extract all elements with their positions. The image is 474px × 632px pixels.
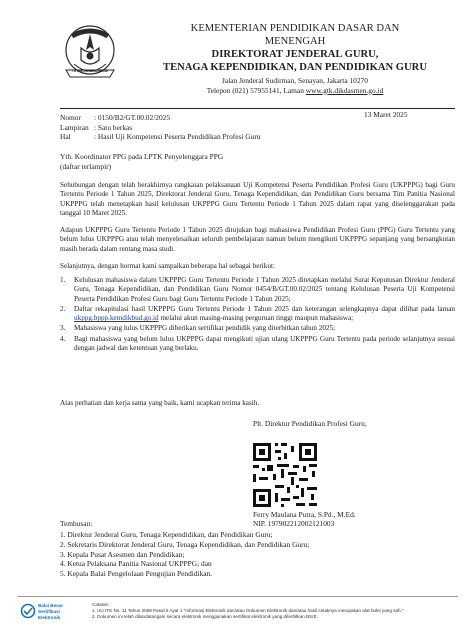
cc-item: 2. Sekretaris Direktorat Jenderal Guru, Tenaga Kependidikan, dan Pendidikan Guru; xyxy=(60,539,310,549)
list-item xyxy=(60,305,455,324)
ministry-logo xyxy=(60,20,120,82)
cc-item: 5. Kepala Balai Pengelolaan Pengujian Pendidikan. xyxy=(60,569,213,579)
list-item xyxy=(60,324,455,333)
bsre-logo-text: Balai Besar Sertifikasi Elektronik xyxy=(38,603,64,620)
closing-sentence: Atas perhatian dan kerja sama yang baik, kami ucapkan terima kasih. xyxy=(60,399,260,407)
list-num: 3. xyxy=(60,324,66,333)
list-item xyxy=(60,335,455,354)
list-num: 2. xyxy=(60,304,66,313)
ministry-name-line1: KEMENTERIAN PENDIDIKAN DASAR DAN xyxy=(190,23,400,34)
footer-note-2: 2. Dokumen ini telah ditandatangani secara elektronik menggunakan sertifikat elektronik yang diterbitkan BSrE. xyxy=(92,614,318,619)
recipient-line2: (daftar terlampir) xyxy=(60,161,112,171)
nomor-label: Nomor xyxy=(60,113,81,122)
cc-item: 3. Kepala Pusat Asesmen dan Pendidikan; xyxy=(60,549,185,559)
website-link[interactable]: www.gtk.dikdasmen.go.id xyxy=(305,85,384,95)
ministry-name-line2: MENENGAH xyxy=(264,36,326,47)
signature-title: Plt. Direktur Pendidikan Profesi Guru, xyxy=(253,419,367,428)
cc-list xyxy=(60,530,450,579)
ukppg-link[interactable]: ukppg.bppp.kemdikbud.go.id xyxy=(74,314,159,323)
numbered-list xyxy=(60,276,455,353)
phone-text: Telepon (021) 57955141, Laman xyxy=(206,85,306,95)
footer-note-1: 1. UU ITE No. 11 Tahun 2008 Pasal 5 Ayat 1 "Informasi Elektronik dan/atau Dokumen Elektronik dan/atau hasil cetaknya merupakan alat bukti yang sah." xyxy=(92,608,404,613)
hal-value: : Hasil Uji Kompetensi Peserta Pendidikan Profesi Guru xyxy=(94,132,261,142)
qr-code-icon xyxy=(251,441,319,509)
list-num: 4. xyxy=(60,334,66,343)
directorate-line2: TENAGA KEPENDIDIKAN, DAN PENDIDIKAN GURU xyxy=(163,62,427,73)
lampiran-label: Lampiran xyxy=(60,122,89,132)
signatory-nip: NIP. 197902212002121003 xyxy=(253,519,335,528)
lampiran-value: : Satu berkas xyxy=(94,122,133,132)
list-text: Bagi mahasiswa yang belum lulus UKPPPG dapat mengikuti ujian ulang UKPPPG Guru Tertentu pada periode selanjutnya sesuai dengan jadwal dan ketentuan yang berlaku. xyxy=(74,334,455,353)
bsre-logo xyxy=(20,600,80,626)
list-text xyxy=(74,305,455,324)
paragraph-2: Adapun UKPPPG Guru Tertentu Periode 1 Tahun 2025 ditujukan bagi mahasiswa Pendidikan Profesi Guru (PPG) Guru Tertentu yang belum lulus UKPPPG atau telah menyelesaikan seluruh pembelajaran namun belum mengikuti UKPPPG sepanjang yang bersangkutan masih berada dalam rentang masa studi. xyxy=(60,226,455,253)
list-num: 1. xyxy=(60,276,66,284)
footer-divider xyxy=(18,596,458,597)
logo-ribbon-text: TUT WURI HANDAYANI xyxy=(71,69,109,73)
footer-note-heading: Catatan : xyxy=(92,602,111,607)
signatory-name: Ferry Maulana Putra, S.Pd., M.Ed. xyxy=(253,510,356,519)
recipient-line1: Yth. Koordinator PPG pada LPTK Penyelenggara PPG xyxy=(60,152,224,161)
directorate-line1: DIREKTORAT JENDERAL GURU, xyxy=(211,49,379,60)
list-text: Mahasiswa yang lulus UKPPPG diberikan sertifikat pendidik yang diterbitkan tahun 2025; xyxy=(74,324,336,333)
letterhead xyxy=(130,22,460,95)
letter-meta xyxy=(60,113,260,142)
bsre-logo-icon xyxy=(20,603,36,619)
nomor-value: : 0150/B2/GT.00.02/2025 xyxy=(94,113,171,122)
cc-item: 4. Ketua Pelaksana Panitia Nasional UKPPPG; dan xyxy=(60,559,212,569)
list-text-b: melalui akun masing-masing perguruan tinggi maupun mahasiswa; xyxy=(158,314,354,323)
list-text: Kelulusan mahasiswa dalam UKPPPG Guru Tertentu Periode 1 Tahun 2025 ditetapkan melalui Surat Keputusan Direktur Jenderal Guru, Tenaga Kependidikan, dan Pendidikan Guru Nomor 0454/B/GT.00.02/2025 tentang Kelulusan Peserta Uji Kompetensi Peserta Pendidikan Profesi Guru bagi Guru Tertentu Periode 1 Tahun 2025; xyxy=(74,276,455,303)
header-divider xyxy=(60,108,455,109)
cc-heading: Tembusan: xyxy=(60,519,93,528)
cc-item: 1. Direktur Jenderal Guru, Tenaga Kependidikan, dan Pendidikan Guru; xyxy=(60,530,273,539)
recipient xyxy=(60,152,223,171)
paragraph-1: Sehubungan dengan telah berakhirnya rangkaian pelaksanaan Uji Kompetensi Peserta Pendidikan Profesi Guru (UKPPPG) bagi Guru Tertentu Periode 1 Tahun 2025, Direktorat Jenderal Guru, Tenaga Kependidikan, dan Pendidikan Guru bersama Tim Panitia Nasional UKPPPG telah menetapkan hasil kelulusan UKPPPG Guru Tertentu Periode 1 Tahun 2025 dalam rapat yang diselenggarakan pada tanggal 10 Maret 2025. xyxy=(60,181,455,217)
footer-notes xyxy=(92,602,462,620)
paragraph-3: Selanjutnya, dengan hormat kami sampaikan beberapa hal sebagai berikut: xyxy=(60,262,275,270)
letter-date: 13 Maret 2025 xyxy=(364,110,408,119)
address: Jalan Jenderal Sudirman, Senayan, Jakarta 10270 xyxy=(222,76,368,85)
list-item xyxy=(60,276,455,304)
list-text-a: Daftar rekapitulasi hasil UKPPPG Guru Tertentu Periode 1 Tahun 2025 dan keterangan selengkapnya dapat dilihat pada laman xyxy=(74,304,455,313)
hal-label: Hal xyxy=(60,132,71,142)
contact-line xyxy=(130,86,460,96)
